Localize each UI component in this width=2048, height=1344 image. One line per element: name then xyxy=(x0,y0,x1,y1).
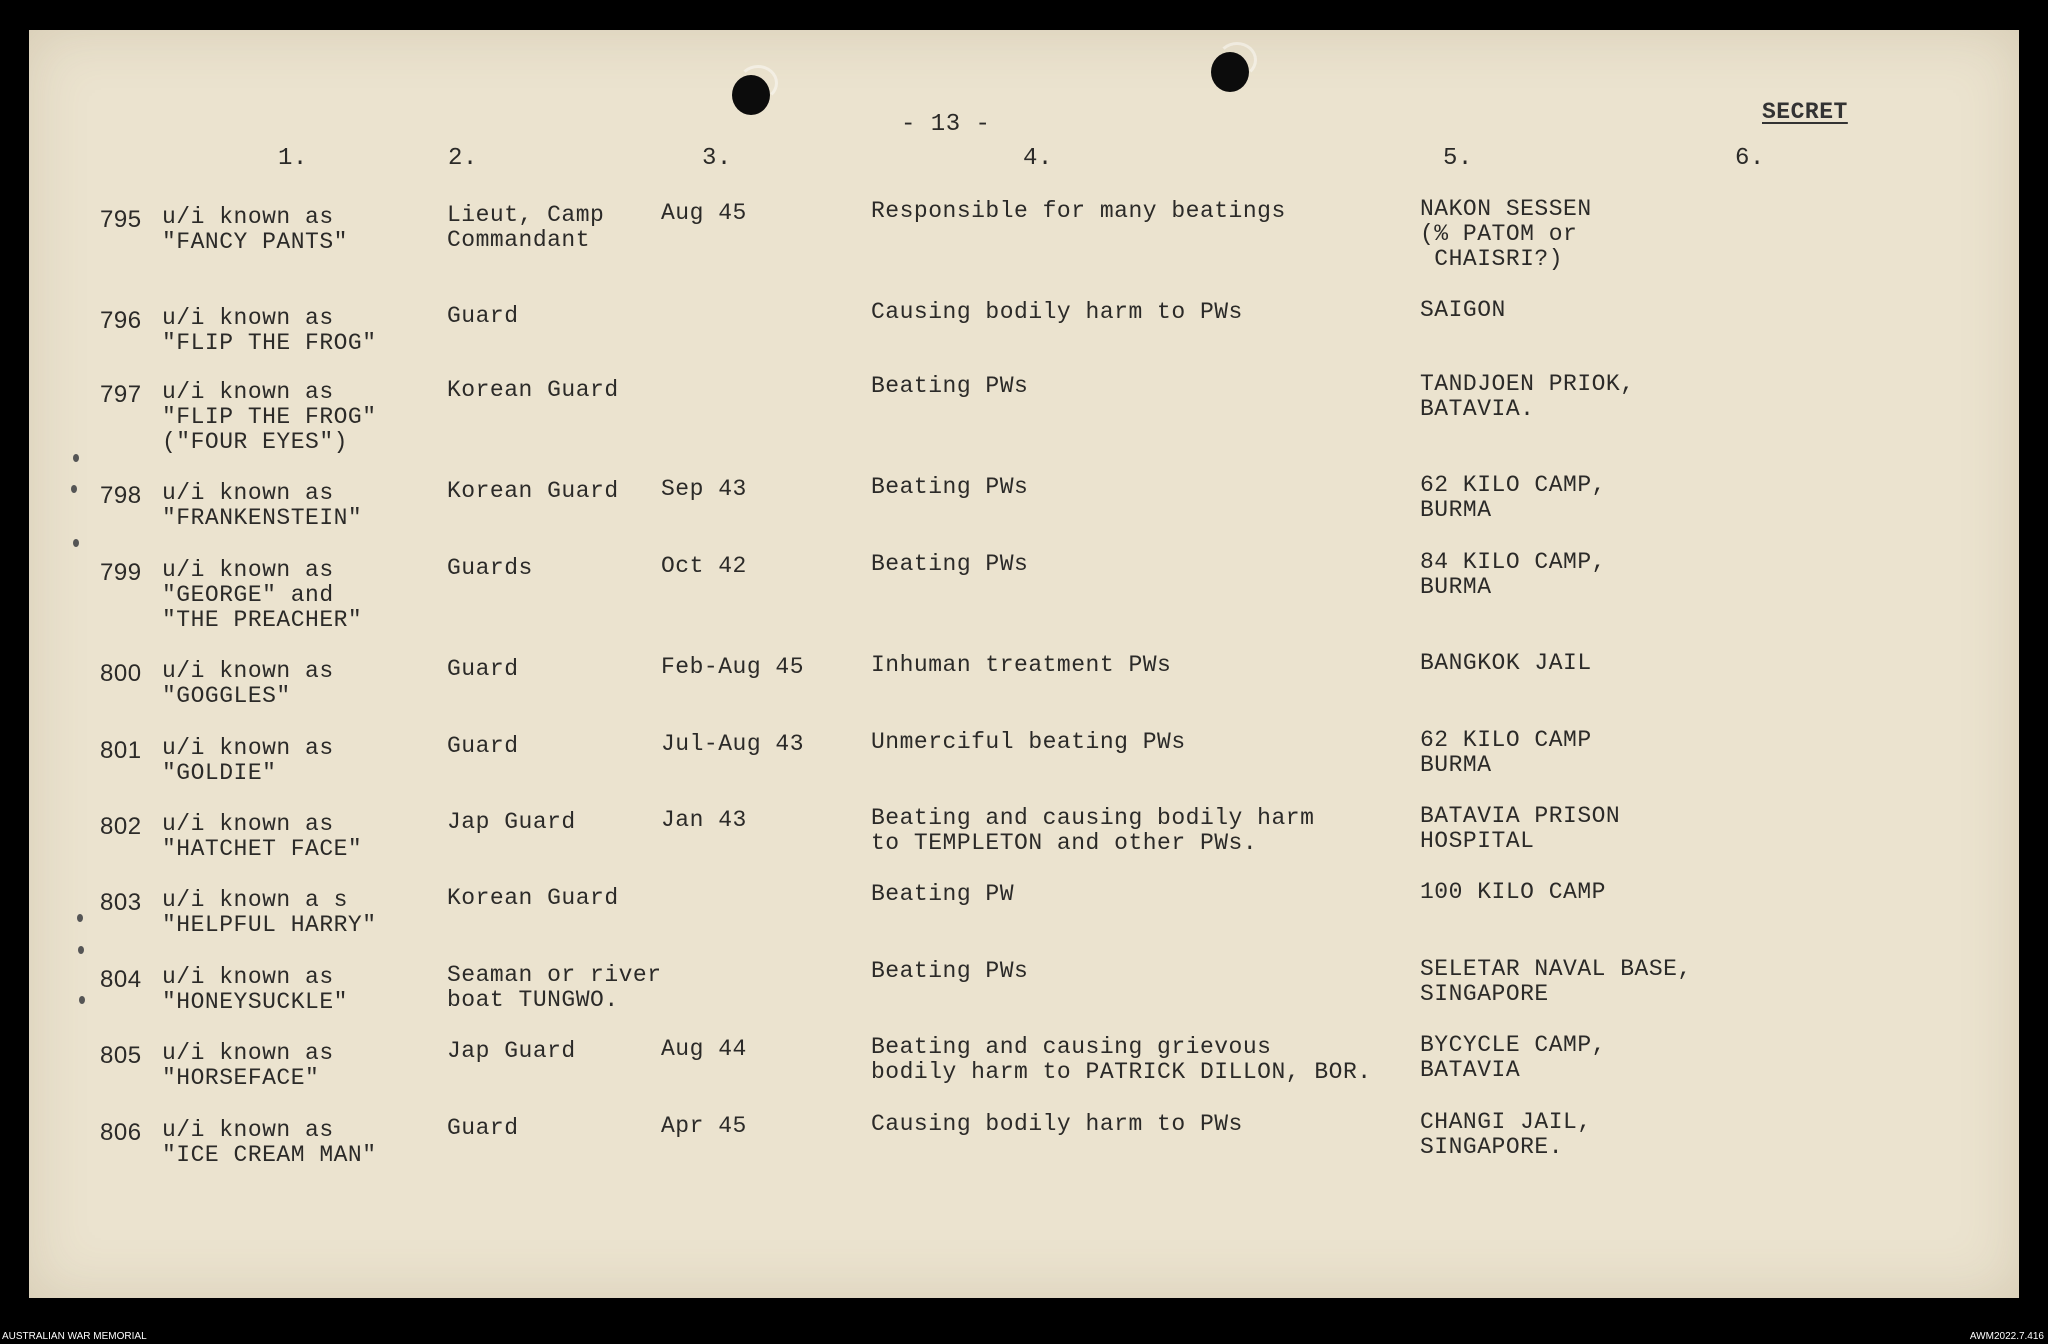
rank-unit-line: Korean Guard xyxy=(447,377,619,403)
offence-date: Aug 44 xyxy=(661,1036,747,1062)
place-of-offence-line: BYCYCLE CAMP, xyxy=(1420,1032,1606,1058)
rank-unit xyxy=(447,378,619,403)
rank-unit xyxy=(447,304,519,329)
rank-unit-line: Korean Guard xyxy=(447,478,619,504)
place-of-offence-line: (% PATOM or xyxy=(1420,221,1578,247)
accused-name-line: "ICE CREAM MAN" xyxy=(162,1142,377,1168)
offence-date: Jul-Aug 43 xyxy=(661,731,805,757)
place-of-offence xyxy=(1420,728,1592,778)
accused-name-line: u/i known as xyxy=(162,964,334,990)
offence-description-line: Responsible for many beatings xyxy=(871,198,1286,224)
row-number: 797 xyxy=(100,381,142,408)
rank-unit-line: Jap Guard xyxy=(447,809,576,835)
offence-description-line: Beating PWs xyxy=(871,373,1029,399)
rank-unit-line: Guard xyxy=(447,1115,519,1141)
place-of-offence-line: SINGAPORE. xyxy=(1420,1134,1564,1160)
offence-description-line: to TEMPLETON and other PWs. xyxy=(871,830,1258,856)
accused-name-line: u/i known as xyxy=(162,379,334,405)
place-of-offence-line: BATAVIA PRISON xyxy=(1420,803,1621,829)
place-of-offence-line: BATAVIA xyxy=(1420,1057,1521,1083)
place-of-offence-line: HOSPITAL xyxy=(1420,828,1535,854)
accused-name-line: "FRANKENSTEIN" xyxy=(162,505,363,531)
place-of-offence xyxy=(1420,880,1606,905)
column-header: 5. xyxy=(1443,145,1473,172)
rank-unit-line: Guard xyxy=(447,656,519,682)
offence-date: Jan 43 xyxy=(661,807,747,833)
accused-name-line: u/i known as xyxy=(162,1040,334,1066)
accused-name xyxy=(162,306,377,356)
accused-name-line: u/i known as xyxy=(162,658,334,684)
accused-name-line: "GEORGE" and xyxy=(162,582,334,608)
accused-name-line: u/i known as xyxy=(162,735,334,761)
row-number: 803 xyxy=(100,889,142,916)
offence-description-line: bodily harm to PATRICK DILLON, BOR. xyxy=(871,1059,1372,1085)
offence-description-line: Beating and causing grievous xyxy=(871,1034,1272,1060)
rank-unit-line: Korean Guard xyxy=(447,885,619,911)
document-page xyxy=(29,30,2019,1298)
accused-name-line: u/i known a s xyxy=(162,887,348,913)
rank-unit-line: boat TUNGWO. xyxy=(447,987,619,1013)
punch-hole xyxy=(732,75,770,115)
accused-name xyxy=(162,736,334,786)
rank-unit xyxy=(447,810,576,835)
accused-name-line: "FLIP THE FROG" xyxy=(162,330,377,356)
accused-name xyxy=(162,380,377,455)
offence-description xyxy=(871,806,1314,856)
column-header: 6. xyxy=(1735,145,1765,172)
row-number: 796 xyxy=(100,307,142,334)
offence-description xyxy=(871,300,1243,325)
edge-mark xyxy=(79,996,85,1004)
offence-description-line: Causing bodily harm to PWs xyxy=(871,299,1243,325)
accused-name xyxy=(162,205,348,255)
accused-name xyxy=(162,481,362,531)
accused-name-line: u/i known as xyxy=(162,305,334,331)
accused-name-line: "GOGGLES" xyxy=(162,683,291,709)
offence-description-line: Inhuman treatment PWs xyxy=(871,652,1172,678)
rank-unit-line: Guards xyxy=(447,555,533,581)
row-number: 801 xyxy=(100,737,142,764)
accused-name-line: "HORSEFACE" xyxy=(162,1065,320,1091)
offence-description xyxy=(871,959,1028,984)
accused-name-line: "GOLDIE" xyxy=(162,760,277,786)
offence-description-line: Beating PWs xyxy=(871,474,1029,500)
place-of-offence xyxy=(1420,473,1606,523)
place-of-offence xyxy=(1420,651,1592,676)
rank-unit-line: Commandant xyxy=(447,227,591,253)
place-of-offence xyxy=(1420,804,1620,854)
row-number: 804 xyxy=(100,966,142,993)
rank-unit-line: Lieut, Camp xyxy=(447,202,605,228)
page-number: - 13 - xyxy=(901,111,991,138)
accused-name-line: u/i known as xyxy=(162,811,334,837)
rank-unit-line: Jap Guard xyxy=(447,1038,576,1064)
archive-footer xyxy=(0,1329,2048,1344)
column-header: 4. xyxy=(1023,145,1053,172)
row-number: 802 xyxy=(100,813,142,840)
offence-description xyxy=(871,552,1028,577)
rank-unit xyxy=(447,203,604,253)
place-of-offence-line: CHANGI JAIL, xyxy=(1420,1109,1592,1135)
accused-name xyxy=(162,558,362,633)
offence-description-line: Beating PW xyxy=(871,881,1015,907)
offence-description-line: Beating and causing bodily harm xyxy=(871,805,1315,831)
place-of-offence xyxy=(1420,550,1606,600)
place-of-offence xyxy=(1420,1033,1606,1083)
rank-unit-line: Guard xyxy=(447,733,519,759)
accused-name-line: u/i known as xyxy=(162,204,334,230)
offence-date: Aug 45 xyxy=(661,200,747,226)
place-of-offence-line: BURMA xyxy=(1420,574,1492,600)
accused-name-line: "HATCHET FACE" xyxy=(162,836,363,862)
rank-unit xyxy=(447,963,662,1013)
accused-name-line: "HONEYSUCKLE" xyxy=(162,989,348,1015)
offence-date: Apr 45 xyxy=(661,1113,747,1139)
place-of-offence-line: 100 KILO CAMP xyxy=(1420,879,1606,905)
offence-date: Sep 43 xyxy=(661,476,747,502)
rank-unit xyxy=(447,886,619,911)
rank-unit xyxy=(447,1116,519,1141)
place-of-offence-line: BATAVIA. xyxy=(1420,396,1535,422)
offence-description xyxy=(871,1112,1243,1137)
accused-name xyxy=(162,1118,377,1168)
offence-description xyxy=(871,1035,1372,1085)
edge-mark xyxy=(71,485,77,493)
place-of-offence xyxy=(1420,957,1692,1007)
place-of-offence-line: BURMA xyxy=(1420,497,1492,523)
offence-description xyxy=(871,199,1286,224)
offence-description xyxy=(871,730,1186,755)
row-number: 806 xyxy=(100,1119,142,1146)
place-of-offence xyxy=(1420,372,1635,422)
accused-name-line: "THE PREACHER" xyxy=(162,607,363,633)
row-number: 795 xyxy=(100,206,142,233)
row-number: 798 xyxy=(100,482,142,509)
accused-name xyxy=(162,1041,334,1091)
rank-unit xyxy=(447,479,619,504)
rank-unit-line: Seaman or river xyxy=(447,962,662,988)
offence-date: Feb-Aug 45 xyxy=(661,654,805,680)
place-of-offence-line: 62 KILO CAMP xyxy=(1420,727,1592,753)
place-of-offence xyxy=(1420,1110,1592,1160)
offence-description xyxy=(871,374,1028,399)
place-of-offence-line: BANGKOK JAIL xyxy=(1420,650,1592,676)
column-header: 1. xyxy=(278,145,308,172)
offence-description xyxy=(871,475,1028,500)
rank-unit xyxy=(447,1039,576,1064)
accused-name xyxy=(162,659,334,709)
place-of-offence-line: SINGAPORE xyxy=(1420,981,1549,1007)
offence-description xyxy=(871,882,1014,907)
rank-unit xyxy=(447,556,533,581)
row-number: 799 xyxy=(100,559,142,586)
offence-description-line: Causing bodily harm to PWs xyxy=(871,1111,1243,1137)
edge-mark xyxy=(73,454,79,462)
row-number: 800 xyxy=(100,660,142,687)
offence-description-line: Beating PWs xyxy=(871,551,1029,577)
offence-description-line: Beating PWs xyxy=(871,958,1029,984)
edge-mark xyxy=(73,539,79,547)
rank-unit-line: Guard xyxy=(447,303,519,329)
offence-description-line: Unmerciful beating PWs xyxy=(871,729,1186,755)
classification-label: SECRET xyxy=(1762,99,1848,125)
archive-reference: AWM2022.7.416 xyxy=(1969,1331,2044,1342)
accused-name xyxy=(162,965,348,1015)
accused-name-line: "FLIP THE FROG" xyxy=(162,404,377,430)
place-of-offence-line: TANDJOEN PRIOK, xyxy=(1420,371,1635,397)
accused-name-line: u/i known as xyxy=(162,1117,334,1143)
column-header: 2. xyxy=(448,145,478,172)
place-of-offence xyxy=(1420,298,1506,323)
place-of-offence-line: NAKON SESSEN xyxy=(1420,196,1592,222)
accused-name-line: u/i known as xyxy=(162,557,334,583)
punch-hole xyxy=(1211,52,1249,92)
edge-mark xyxy=(78,946,84,954)
accused-name xyxy=(162,888,377,938)
place-of-offence-line: 84 KILO CAMP, xyxy=(1420,549,1606,575)
accused-name-line: "HELPFUL HARRY" xyxy=(162,912,377,938)
place-of-offence-line: BURMA xyxy=(1420,752,1492,778)
place-of-offence-line: SELETAR NAVAL BASE, xyxy=(1420,956,1692,982)
accused-name xyxy=(162,812,362,862)
place-of-offence-line: SAIGON xyxy=(1420,297,1506,323)
place-of-offence xyxy=(1420,197,1592,272)
offence-date: Oct 42 xyxy=(661,553,747,579)
place-of-offence-line: CHAISRI?) xyxy=(1420,246,1564,272)
edge-mark xyxy=(77,914,83,922)
place-of-offence-line: 62 KILO CAMP, xyxy=(1420,472,1606,498)
column-header: 3. xyxy=(702,145,732,172)
accused-name-line: u/i known as xyxy=(162,480,334,506)
rank-unit xyxy=(447,657,519,682)
accused-name-line: "FANCY PANTS" xyxy=(162,229,348,255)
offence-description xyxy=(871,653,1171,678)
archive-name: AUSTRALIAN WAR MEMORIAL xyxy=(2,1331,147,1342)
row-number: 805 xyxy=(100,1042,142,1069)
accused-name-line: ("FOUR EYES") xyxy=(162,429,348,455)
rank-unit xyxy=(447,734,519,759)
